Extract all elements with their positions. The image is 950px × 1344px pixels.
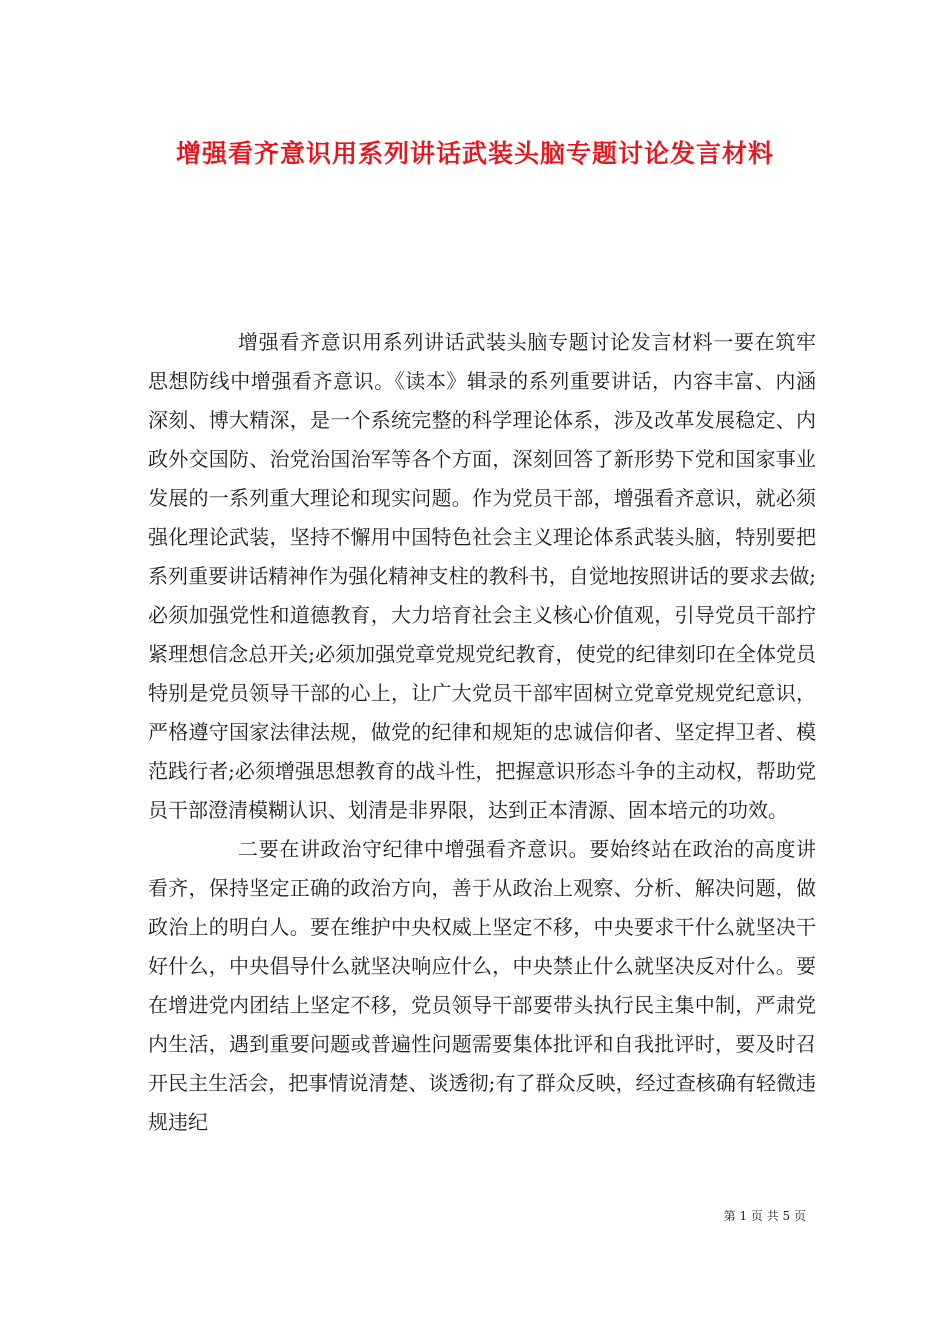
paragraph-1: 增强看齐意识用系列讲话武装头脑专题讨论发言材料一要在筑牢思想防线中增强看齐意识。《读本》辑录的系列重要讲话，内容丰富、内涵深刻、博大精深，是一个系统完整的科学理论体系，涉及改革发展稳定、内政外交国防、治党治国治军等各个方面，深刻回答了新形势下党和国家事业发展的一系列重大理论和现实问题。作为党员干部，增强看齐意识，就必须强化理论武装，坚持不懈用中国特色社会主义理论体系武装头脑，特别要把系列重要讲话精神作为强化精神支柱的教科书，自觉地按照讲话的要求去做;必须加强党性和道德教育，大力培育社会主义核心价值观，引导党员干部拧紧理想信念总开关;必须加强党章党规党纪教育，使党的纪律刻印在全体党员特别是党员领导干部的心上，让广大党员干部牢固树立党章党规党纪意识，严格遵守国家法律法规，做党的纪律和规矩的忠诚信仰者、坚定捍卫者、模范践行者;必须增强思想教育的战斗性，把握意识形态斗争的主动权，帮助党员干部澄清模糊认识、划清是非界限，达到正本清源、固本培元的功效。: [148, 330, 816, 822]
paragraph-2: 二要在讲政治守纪律中增强看齐意识。要始终站在政治的高度讲看齐，保持坚定正确的政治方向，善于从政治上观察、分析、解决问题，做政治上的明白人。要在维护中央权威上坚定不移，中央要求干什么就坚决干好什么，中央倡导什么就坚决响应什么，中央禁止什么就坚决反对什么。要在增进党内团结上坚定不移，党员领导干部要带头执行民主集中制，严肃党内生活，遇到重要问题或普遍性问题需要集体批评和自我批评时，要及时召开民主生活会，把事情说清楚、谈透彻;有了群众反映，经过查核确有轻微违规违纪: [148, 837, 816, 1134]
document-body: [148, 323, 816, 1142]
document-title: 增强看齐意识用系列讲话武装头脑专题讨论发言材料: [175, 139, 774, 168]
page-number-footer: 第 1 页 共 5 页: [723, 1209, 806, 1223]
